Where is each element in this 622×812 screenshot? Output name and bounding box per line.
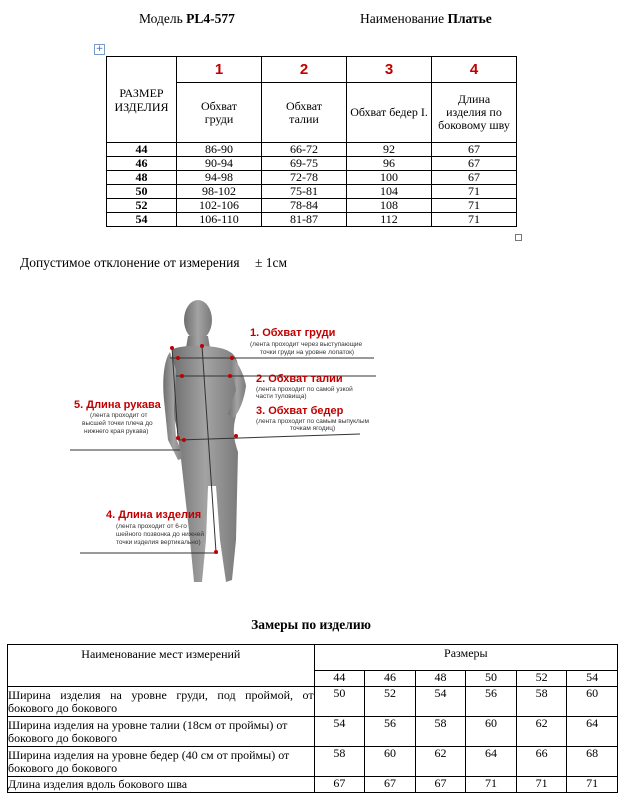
row-name: Ширина изделия на уровне груди, под проймой, от бокового до бокового (8, 687, 314, 715)
label-chest-desc2: точки груди на уровне лопаток) (260, 349, 355, 356)
sizes-header: Размеры (314, 645, 617, 671)
table-row: Ширина изделия на уровне груди, под проймой, от бокового до бокового 50 52 54 56 58 60 (8, 687, 618, 717)
row-name: Ширина изделия на уровне бедер (40 см от проймы) от бокового до бокового (8, 747, 315, 777)
row-name: Длина изделия вдоль бокового шва (8, 777, 315, 793)
row-name: Ширина изделия на уровне талии (18см от проймы) от бокового до бокового (8, 717, 315, 747)
name-line (360, 11, 492, 27)
measurements-title: Замеры по изделию (251, 617, 371, 632)
table-move-handle-icon[interactable]: + (95, 44, 104, 54)
measurement-figure (60, 290, 390, 590)
label-length-desc1: (лента проходит от 6-го (116, 523, 187, 530)
label-hips-title: 3. Обхват бедер (256, 405, 344, 417)
name-header: Наименование мест измерений (8, 645, 315, 687)
col-num-3: 3 (384, 60, 394, 78)
measurements-table (7, 644, 618, 793)
col-label-4: Длина изделия по боковому шву (432, 83, 517, 143)
label-sleeve-title: 5. Длина рукава (74, 399, 161, 411)
label-waist-desc1: (лента проходит по самой узкой (256, 386, 353, 393)
table-row: Ширина изделия на уровне талии (18см от проймы) от бокового до бокового 54 56 58 60 62 64 (8, 717, 618, 747)
label-sleeve-desc1: (лента проходит от (90, 412, 148, 419)
label-hips-desc1: (лента проходит по самым выпуклым (256, 418, 369, 425)
model-value: PL4-577 (186, 11, 235, 26)
size-col-46: 46 (365, 671, 416, 687)
tolerance-line (20, 255, 287, 271)
torso-shape (172, 346, 239, 582)
table-row: Длина изделия вдоль бокового шва 67 67 67 71 71 71 (8, 777, 618, 793)
size-table (106, 56, 517, 227)
table-row: 52 102-106 78-84 108 71 (107, 199, 517, 213)
table-row: 44 86-90 66-72 92 67 (107, 143, 517, 157)
label-length-desc3: точки изделия вертикально) (116, 539, 201, 546)
col-label-3: Обхват бедер I. (347, 83, 432, 143)
label-chest-title: 1. Обхват груди (250, 327, 336, 339)
label-sleeve-desc3: нижнего края рукава) (84, 428, 149, 435)
head-shape (184, 300, 212, 340)
tolerance-value: ± 1см (254, 255, 288, 270)
col-num-4: 4 (469, 60, 479, 78)
tolerance-text: Допустимое отклонение от измерения (20, 255, 240, 270)
table-row: 48 94-98 72-78 100 67 (107, 171, 517, 185)
label-waist-desc2: части туловища) (256, 393, 307, 400)
col-label-2: Обхват талии (262, 83, 347, 143)
table-resize-handle-icon[interactable] (515, 234, 522, 241)
table-row: 54 106-110 81-87 112 71 (107, 213, 517, 227)
table-row: 50 98-102 75-81 104 71 (107, 185, 517, 199)
table-row: Ширина изделия на уровне бедер (40 см от проймы) от бокового до бокового 58 60 62 64 66 68 (8, 747, 618, 777)
label-chest-desc1: (лента проходит через выступающие (250, 341, 363, 348)
size-col-50: 50 (466, 671, 517, 687)
model-line (139, 11, 235, 27)
name-label: Наименование (360, 11, 445, 26)
label-hips-desc2: точкам ягодиц) (290, 425, 336, 432)
model-label: Модель (139, 11, 183, 26)
label-length-desc2: шейного позвонка до нижней (116, 531, 204, 538)
name-value: Платье (447, 11, 492, 26)
label-length-title: 4. Длина изделия (106, 509, 202, 521)
size-header: РАЗМЕР ИЗДЕЛИЯ (107, 57, 177, 143)
col-label-1: Обхват груди (177, 83, 262, 143)
table-row: 46 90-94 69-75 96 67 (107, 157, 517, 171)
size-col-44: 44 (314, 671, 365, 687)
col-num-2: 2 (299, 60, 309, 78)
size-col-52: 52 (516, 671, 567, 687)
label-sleeve-desc2: высшей точки плеча до (82, 420, 153, 427)
label-waist-title: 2. Обхват талии (256, 373, 343, 385)
size-col-48: 48 (415, 671, 466, 687)
col-num-1: 1 (214, 60, 224, 78)
size-col-54: 54 (567, 671, 618, 687)
